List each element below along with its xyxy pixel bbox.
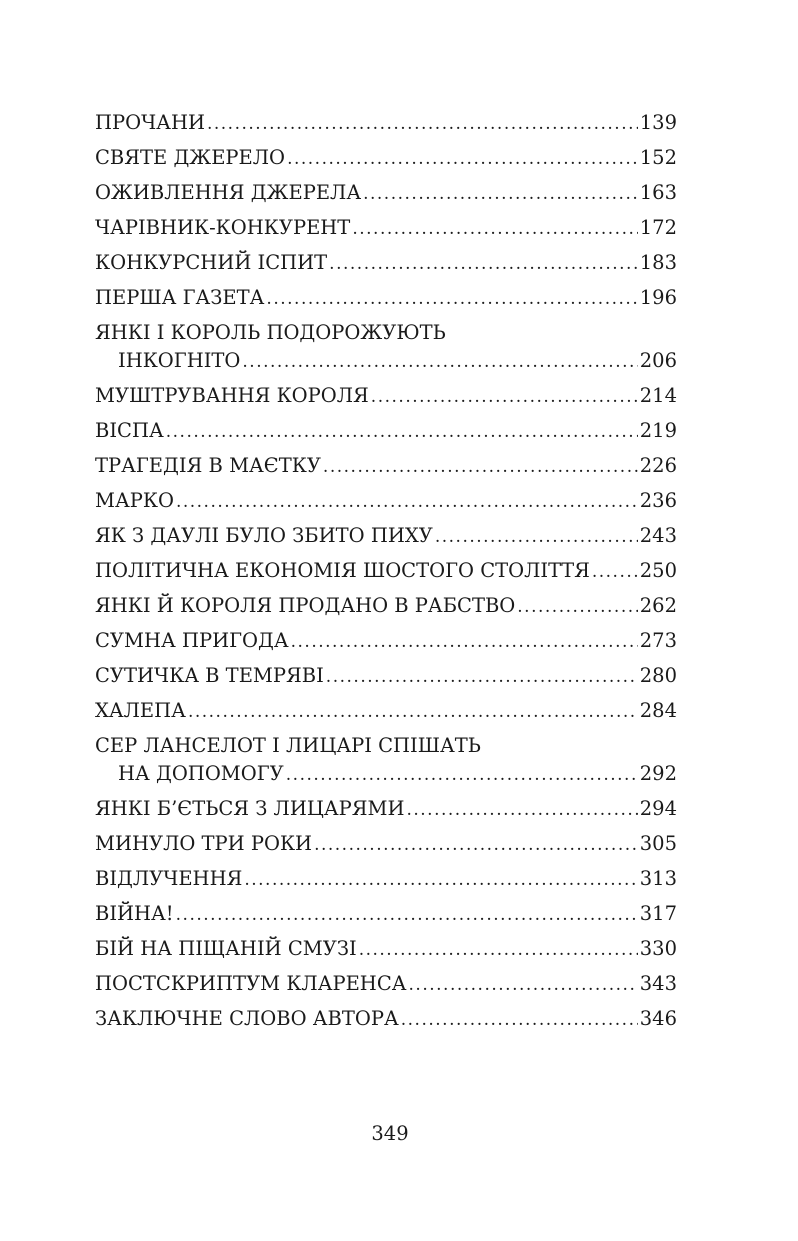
toc-entry-title: СУМНА ПРИГОДА bbox=[95, 629, 289, 652]
toc-entry-page: 236 bbox=[639, 489, 677, 512]
toc-entry-page: 152 bbox=[639, 146, 677, 169]
toc-entry-title: ЗАКЛЮЧНЕ СЛОВО АВТОРА bbox=[95, 1007, 399, 1030]
toc-entry bbox=[95, 414, 677, 449]
dot-leader bbox=[314, 828, 638, 862]
toc-entry-title: ВІСПА bbox=[95, 419, 164, 442]
toc-entry bbox=[95, 729, 677, 792]
toc-entry bbox=[95, 281, 677, 316]
dot-leader bbox=[176, 898, 638, 932]
toc-entry-page: 262 bbox=[639, 594, 677, 617]
toc-entry bbox=[95, 624, 677, 659]
toc-entry bbox=[95, 176, 677, 211]
toc-entry-page: 292 bbox=[639, 762, 677, 785]
toc-entry bbox=[95, 484, 677, 519]
dot-leader bbox=[326, 660, 638, 694]
toc-entry-title: КОНКУРСНИЙ ІСПИТ bbox=[95, 251, 328, 274]
toc-entry bbox=[95, 1002, 677, 1037]
dot-leader bbox=[401, 1003, 638, 1037]
toc-entry-page: 196 bbox=[639, 286, 677, 309]
toc-entry-title: ТРАГЕДІЯ В МАЄТКУ bbox=[95, 454, 321, 477]
toc-entry-page: 305 bbox=[639, 832, 677, 855]
toc-entry-title: ВІДЛУЧЕННЯ bbox=[95, 867, 243, 890]
toc-entry-page: 280 bbox=[639, 664, 677, 687]
toc-entry bbox=[95, 827, 677, 862]
toc-entry-title-line1: СЕР ЛАНСЕЛОТ І ЛИЦАРІ СПІШАТЬ bbox=[95, 734, 481, 757]
toc-entry-title: ПОЛІТИЧНА ЕКОНОМІЯ ШОСТОГО СТОЛІТТЯ bbox=[95, 559, 590, 582]
toc-entry-title: МИНУЛО ТРИ РОКИ bbox=[95, 832, 313, 855]
toc-entry bbox=[95, 932, 677, 967]
page-number: 349 bbox=[371, 1122, 409, 1145]
toc-entry-title: ЧАРІВНИК-КОНКУРЕНТ bbox=[95, 216, 351, 239]
dot-leader bbox=[286, 758, 638, 792]
dot-leader bbox=[242, 345, 637, 379]
toc-entry bbox=[95, 659, 677, 694]
toc-entry-page: 346 bbox=[639, 1007, 677, 1030]
toc-entry-page: 343 bbox=[639, 972, 677, 995]
dot-leader bbox=[517, 590, 637, 624]
toc-entry-title: ХАЛЕПА bbox=[95, 699, 186, 722]
toc-entry-page: 243 bbox=[639, 524, 677, 547]
toc-entry bbox=[95, 897, 677, 932]
dot-leader bbox=[352, 212, 637, 246]
toc-entry-title: МУШТРУВАННЯ КОРОЛЯ bbox=[95, 384, 369, 407]
dot-leader bbox=[435, 520, 638, 554]
dot-leader bbox=[266, 282, 637, 316]
toc-entry bbox=[95, 379, 677, 414]
dot-leader bbox=[406, 793, 637, 827]
toc-entry-title: СВЯТЕ ДЖЕРЕЛО bbox=[95, 146, 286, 169]
toc-entry-page: 214 bbox=[639, 384, 677, 407]
toc-entry bbox=[95, 141, 677, 176]
dot-leader bbox=[188, 695, 638, 729]
toc-entry-title: ПОСТСКРИПТУМ КЛАРЕНСА bbox=[95, 972, 407, 995]
dot-leader bbox=[176, 485, 638, 519]
toc-entry-page: 313 bbox=[639, 867, 677, 890]
toc-entry-title: НА ДОПОМОГУ bbox=[118, 762, 284, 785]
toc-entry-title: ПЕРША ГАЗЕТА bbox=[95, 286, 265, 309]
toc-entry-page: 226 bbox=[639, 454, 677, 477]
toc-entry bbox=[95, 554, 677, 589]
toc-entry bbox=[95, 519, 677, 554]
toc-entry bbox=[95, 106, 677, 141]
toc-entry-page: 284 bbox=[639, 699, 677, 722]
toc-entry-page: 206 bbox=[639, 349, 677, 372]
toc-entry-page: 219 bbox=[639, 419, 677, 442]
toc-entry-title: ІНКОГНІТО bbox=[118, 349, 241, 372]
toc-entry bbox=[95, 967, 677, 1002]
toc-entry bbox=[95, 246, 677, 281]
toc-entry-page: 273 bbox=[639, 629, 677, 652]
toc-entry-page: 294 bbox=[639, 797, 677, 820]
dot-leader bbox=[323, 450, 638, 484]
toc-entry-page: 317 bbox=[639, 902, 677, 925]
toc-entry-title: ВІЙНА! bbox=[95, 902, 174, 925]
toc-entry-title: МАРКО bbox=[95, 489, 174, 512]
dot-leader bbox=[166, 415, 638, 449]
dot-leader bbox=[291, 625, 638, 659]
toc-entry bbox=[95, 862, 677, 897]
table-of-contents bbox=[95, 106, 677, 1037]
toc-entry-title: ОЖИВЛЕННЯ ДЖЕРЕЛА bbox=[95, 181, 362, 204]
toc-entry-title: БІЙ НА ПІЩАНІЙ СМУЗІ bbox=[95, 937, 357, 960]
dot-leader bbox=[409, 968, 638, 1002]
toc-entry bbox=[95, 211, 677, 246]
dot-leader bbox=[359, 933, 638, 967]
toc-entry bbox=[95, 694, 677, 729]
toc-entry bbox=[95, 449, 677, 484]
toc-entry-title-line1: ЯНКІ І КОРОЛЬ ПОДОРОЖУЮТЬ bbox=[95, 321, 446, 344]
toc-entry bbox=[95, 589, 677, 624]
toc-entry-title: ЯНКІ Б’ЄТЬСЯ З ЛИЦАРЯМИ bbox=[95, 797, 405, 820]
dot-leader bbox=[363, 177, 638, 211]
toc-entry-page: 139 bbox=[639, 111, 677, 134]
toc-entry-title: ЯНКІ Й КОРОЛЯ ПРОДАНО В РАБСТВО bbox=[95, 594, 516, 617]
dot-leader bbox=[329, 247, 638, 281]
dot-leader bbox=[287, 142, 638, 176]
toc-entry-page: 183 bbox=[639, 251, 677, 274]
dot-leader bbox=[207, 107, 638, 141]
toc-entry-page: 163 bbox=[639, 181, 677, 204]
toc-entry bbox=[95, 792, 677, 827]
toc-entry-page: 250 bbox=[639, 559, 677, 582]
toc-entry-title: ПРОЧАНИ bbox=[95, 111, 205, 134]
dot-leader bbox=[244, 863, 637, 897]
toc-entry-title: ЯК З ДАУЛІ БУЛО ЗБИТО ПИХУ bbox=[95, 524, 433, 547]
dot-leader bbox=[371, 380, 638, 414]
dot-leader bbox=[592, 555, 638, 589]
toc-entry bbox=[95, 316, 677, 379]
toc-entry-page: 330 bbox=[639, 937, 677, 960]
toc-entry-page: 172 bbox=[639, 216, 677, 239]
toc-entry-title: СУТИЧКА В ТЕМРЯВІ bbox=[95, 664, 324, 687]
